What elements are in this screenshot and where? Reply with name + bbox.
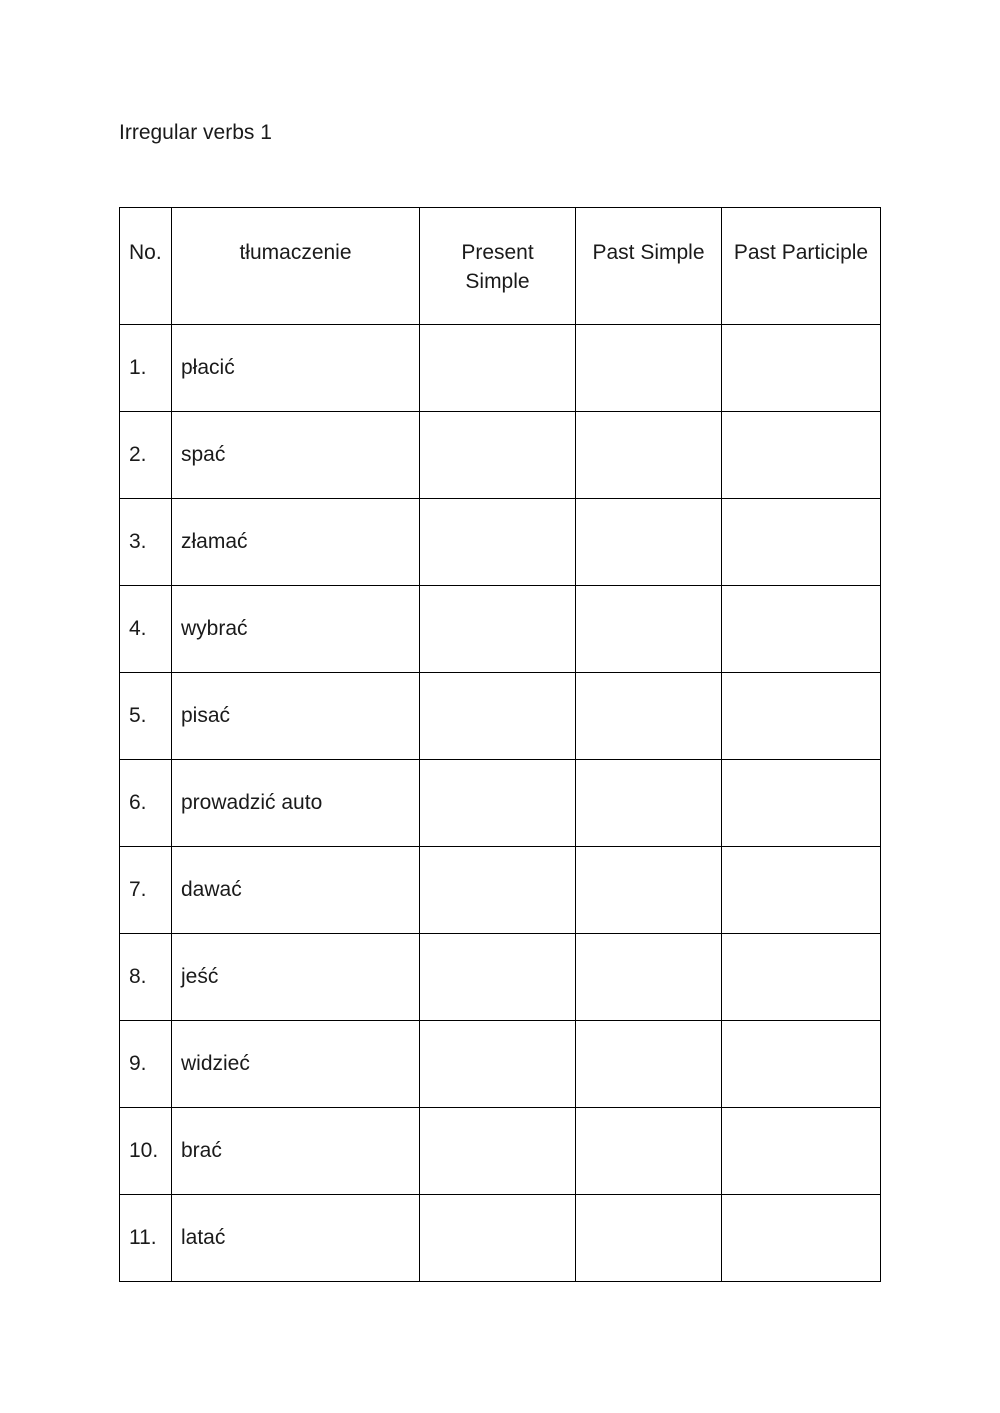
cell-present-simple[interactable] (420, 760, 576, 847)
cell-no: 7. (120, 847, 172, 934)
cell-translation: złamać (172, 499, 420, 586)
cell-past-simple[interactable] (576, 499, 722, 586)
cell-present-simple[interactable] (420, 1021, 576, 1108)
cell-past-simple[interactable] (576, 1108, 722, 1195)
table-row (120, 1021, 881, 1108)
table-row (120, 934, 881, 1021)
cell-past-simple[interactable] (576, 934, 722, 1021)
cell-no: 11. (120, 1195, 172, 1282)
verbs-table (119, 207, 881, 1282)
cell-no: 10. (120, 1108, 172, 1195)
cell-past-participle[interactable] (722, 847, 881, 934)
cell-translation: wybrać (172, 586, 420, 673)
cell-translation: płacić (172, 325, 420, 412)
cell-past-simple[interactable] (576, 673, 722, 760)
table-row (120, 412, 881, 499)
cell-translation: dawać (172, 847, 420, 934)
header-past-participle: Past Participle (722, 208, 881, 325)
table-body (120, 325, 881, 1282)
cell-past-simple[interactable] (576, 325, 722, 412)
table-row (120, 760, 881, 847)
cell-translation: widzieć (172, 1021, 420, 1108)
cell-translation: jeść (172, 934, 420, 1021)
cell-present-simple[interactable] (420, 673, 576, 760)
cell-no: 4. (120, 586, 172, 673)
cell-translation: pisać (172, 673, 420, 760)
cell-no: 9. (120, 1021, 172, 1108)
table-row (120, 586, 881, 673)
header-translation: tłumaczenie (172, 208, 420, 325)
cell-past-simple[interactable] (576, 1195, 722, 1282)
header-no: No. (120, 208, 172, 325)
cell-present-simple[interactable] (420, 499, 576, 586)
table-row (120, 1108, 881, 1195)
cell-past-participle[interactable] (722, 1195, 881, 1282)
cell-present-simple[interactable] (420, 412, 576, 499)
cell-no: 8. (120, 934, 172, 1021)
cell-past-simple[interactable] (576, 847, 722, 934)
cell-translation: spać (172, 412, 420, 499)
cell-past-simple[interactable] (576, 760, 722, 847)
cell-past-participle[interactable] (722, 499, 881, 586)
table-row (120, 325, 881, 412)
cell-past-participle[interactable] (722, 412, 881, 499)
cell-past-participle[interactable] (722, 760, 881, 847)
cell-no: 1. (120, 325, 172, 412)
header-past-simple: Past Simple (576, 208, 722, 325)
page-title: Irregular verbs 1 (119, 121, 272, 144)
header-present-simple: Present Simple (420, 208, 576, 325)
cell-past-simple[interactable] (576, 586, 722, 673)
cell-no: 6. (120, 760, 172, 847)
cell-past-simple[interactable] (576, 1021, 722, 1108)
cell-present-simple[interactable] (420, 934, 576, 1021)
cell-past-participle[interactable] (722, 325, 881, 412)
cell-present-simple[interactable] (420, 1195, 576, 1282)
cell-past-participle[interactable] (722, 1108, 881, 1195)
table-header-row (120, 208, 881, 325)
cell-past-participle[interactable] (722, 673, 881, 760)
cell-translation: prowadzić auto (172, 760, 420, 847)
cell-translation: brać (172, 1108, 420, 1195)
table-row (120, 1195, 881, 1282)
cell-present-simple[interactable] (420, 847, 576, 934)
table-row (120, 499, 881, 586)
cell-translation: latać (172, 1195, 420, 1282)
cell-present-simple[interactable] (420, 1108, 576, 1195)
table-row (120, 673, 881, 760)
cell-past-participle[interactable] (722, 934, 881, 1021)
table-row (120, 847, 881, 934)
cell-past-participle[interactable] (722, 586, 881, 673)
cell-present-simple[interactable] (420, 325, 576, 412)
cell-no: 3. (120, 499, 172, 586)
cell-present-simple[interactable] (420, 586, 576, 673)
cell-past-simple[interactable] (576, 412, 722, 499)
cell-past-participle[interactable] (722, 1021, 881, 1108)
cell-no: 5. (120, 673, 172, 760)
cell-no: 2. (120, 412, 172, 499)
